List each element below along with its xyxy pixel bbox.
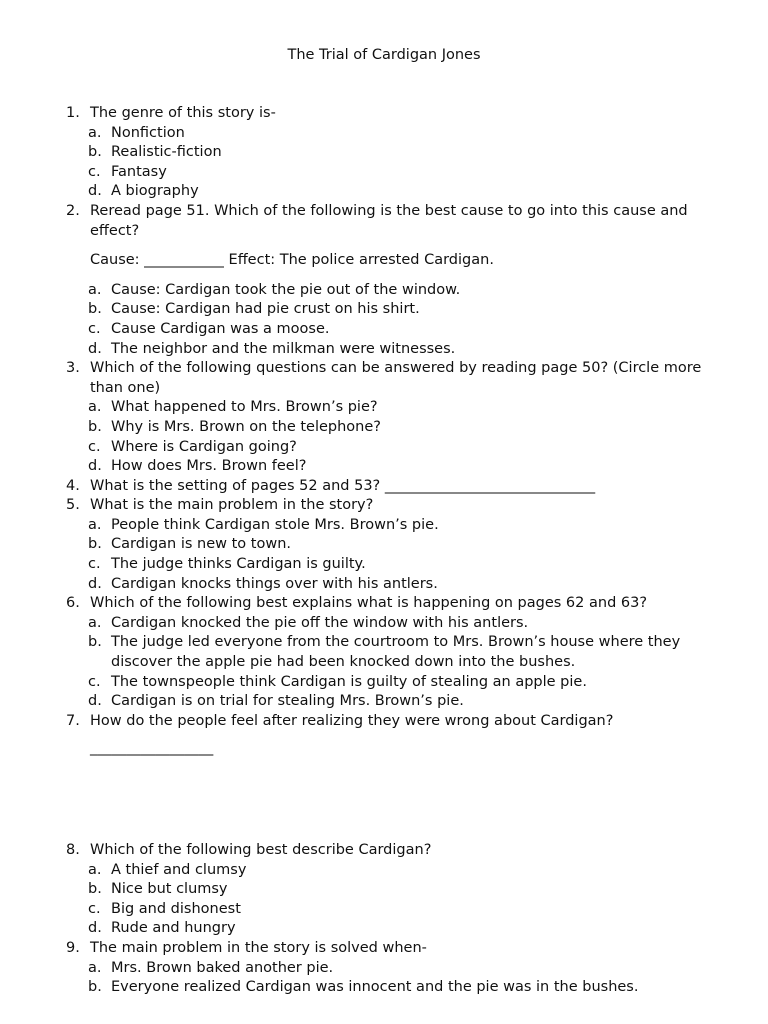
option-letter: d. bbox=[88, 693, 102, 710]
options-1 bbox=[66, 124, 726, 202]
option-letter: b. bbox=[88, 536, 102, 553]
option-letter: b. bbox=[88, 144, 102, 161]
option-text: Cause: Cardigan had pie crust on his shirt. bbox=[111, 301, 420, 318]
answer-option bbox=[66, 614, 726, 634]
option-letter: b. bbox=[88, 301, 102, 318]
answer-option bbox=[66, 919, 726, 939]
answer-space bbox=[66, 759, 726, 841]
answer-option bbox=[66, 457, 726, 477]
option-letter: a. bbox=[88, 399, 102, 416]
cause-effect-line: Cause: ___________ Effect: The police arrested Cardigan. bbox=[90, 252, 494, 269]
option-text: People think Cardigan stole Mrs. Brown’s pie. bbox=[111, 516, 439, 533]
option-text: How does Mrs. Brown feel? bbox=[111, 458, 307, 475]
question-text: Which of the following questions can be answered by reading page 50? (Circle more than one) bbox=[90, 360, 702, 396]
option-letter: a. bbox=[88, 516, 102, 533]
answer-option bbox=[66, 182, 726, 202]
question-text: Reread page 51. Which of the following is the best cause to go into this cause and effect? bbox=[90, 202, 688, 239]
question-text: How do the people feel after realizing they were wrong about Cardigan? bbox=[90, 712, 614, 729]
option-letter: b. bbox=[88, 418, 102, 435]
option-letter: d. bbox=[88, 575, 102, 592]
option-letter: d. bbox=[88, 183, 102, 200]
options-2 bbox=[66, 281, 726, 359]
option-text: Cardigan knocks things over with his antlers. bbox=[111, 575, 438, 592]
option-text: The judge led everyone from the courtroom to Mrs. Brown’s house where they discover the apple pie had been knocked down into the bushes. bbox=[111, 634, 681, 671]
option-text: Cardigan is new to town. bbox=[111, 536, 291, 553]
option-letter: c. bbox=[88, 163, 101, 180]
option-letter: a. bbox=[88, 281, 102, 298]
option-text: Nonfiction bbox=[111, 124, 185, 141]
question-2 bbox=[66, 202, 726, 241]
option-letter: c. bbox=[88, 673, 101, 690]
answer-blank-line[interactable]: _________________ bbox=[90, 740, 214, 757]
answer-option bbox=[66, 575, 726, 595]
page-title: The Trial of Cardigan Jones bbox=[287, 47, 481, 63]
question-text: The genre of this story is- bbox=[90, 105, 276, 121]
answer-option bbox=[66, 516, 726, 536]
option-letter: c. bbox=[88, 320, 101, 337]
option-text: The neighbor and the milkman were witnesses. bbox=[111, 340, 456, 357]
question-9 bbox=[66, 939, 726, 959]
option-letter: b. bbox=[88, 881, 102, 898]
options-5 bbox=[66, 516, 726, 594]
answer-option bbox=[66, 143, 726, 163]
option-letter: d. bbox=[88, 458, 102, 475]
question-list bbox=[66, 104, 726, 998]
question-3 bbox=[66, 359, 726, 398]
options-8 bbox=[66, 861, 726, 939]
question-number: 2. bbox=[66, 202, 80, 219]
answer-option bbox=[66, 555, 726, 575]
option-text: What happened to Mrs. Brown’s pie? bbox=[111, 399, 378, 416]
answer-option bbox=[66, 861, 726, 881]
answer-option bbox=[66, 673, 726, 693]
question-6 bbox=[66, 594, 726, 614]
option-text: Fantasy bbox=[111, 163, 167, 180]
option-text: Cause: Cardigan took the pie out of the window. bbox=[111, 281, 461, 298]
option-text: Everyone realized Cardigan was innocent and the pie was in the bushes. bbox=[111, 979, 639, 996]
options-3 bbox=[66, 398, 726, 476]
answer-option bbox=[66, 281, 726, 301]
question-number: 6. bbox=[66, 595, 80, 612]
answer-option bbox=[66, 692, 726, 712]
answer-option bbox=[66, 900, 726, 920]
question-number: 5. bbox=[66, 497, 80, 514]
question-text: The main problem in the story is solved when- bbox=[90, 939, 427, 956]
question-7 bbox=[66, 712, 726, 732]
question-number: 9. bbox=[66, 939, 80, 956]
option-text: Cardigan knocked the pie off the window with his antlers. bbox=[111, 614, 529, 631]
option-letter: d. bbox=[88, 340, 102, 357]
question-8 bbox=[66, 841, 726, 861]
question-text: Which of the following best explains what is happening on pages 62 and 63? bbox=[90, 595, 648, 612]
answer-option bbox=[66, 535, 726, 555]
option-text: Mrs. Brown baked another pie. bbox=[111, 959, 334, 976]
option-letter: b. bbox=[88, 634, 102, 651]
question-text: What is the setting of pages 52 and 53? _____________________________ bbox=[90, 477, 596, 494]
answer-option bbox=[66, 340, 726, 360]
answer-option bbox=[66, 880, 726, 900]
answer-option bbox=[66, 163, 726, 183]
option-text: Cardigan is on trial for stealing Mrs. Brown’s pie. bbox=[111, 693, 464, 710]
option-text: Nice but clumsy bbox=[111, 881, 228, 898]
question-number: 7. bbox=[66, 712, 80, 729]
option-text: The judge thinks Cardigan is guilty. bbox=[111, 556, 366, 573]
option-text: Why is Mrs. Brown on the telephone? bbox=[111, 418, 381, 435]
answer-option bbox=[66, 438, 726, 458]
answer-option bbox=[66, 320, 726, 340]
option-letter: c. bbox=[88, 900, 101, 917]
option-letter: a. bbox=[88, 124, 102, 141]
question-number: 3. bbox=[66, 360, 80, 377]
option-letter: b. bbox=[88, 979, 102, 996]
question-number: 4. bbox=[66, 477, 80, 494]
options-9 bbox=[66, 959, 726, 998]
option-text: Rude and hungry bbox=[111, 920, 236, 937]
option-letter: c. bbox=[88, 438, 101, 455]
question-number: 1. bbox=[66, 105, 80, 121]
question-text: Which of the following best describe Cardigan? bbox=[90, 842, 432, 858]
option-text: Big and dishonest bbox=[111, 900, 241, 917]
answer-option bbox=[66, 418, 726, 438]
answer-option bbox=[66, 300, 726, 320]
question-5 bbox=[66, 496, 726, 516]
answer-option bbox=[66, 124, 726, 144]
question-1 bbox=[66, 104, 726, 124]
option-text: A biography bbox=[111, 183, 199, 200]
option-letter: a. bbox=[88, 614, 102, 631]
options-6 bbox=[66, 614, 726, 712]
question-4 bbox=[66, 477, 726, 497]
option-text: The townspeople think Cardigan is guilty of stealing an apple pie. bbox=[111, 673, 587, 690]
option-text: Realistic-fiction bbox=[111, 144, 222, 161]
option-letter: c. bbox=[88, 556, 101, 573]
question-text: What is the main problem in the story? bbox=[90, 497, 374, 514]
option-letter: a. bbox=[88, 861, 102, 878]
answer-option bbox=[66, 978, 726, 998]
option-letter: a. bbox=[88, 959, 102, 976]
option-text: A thief and clumsy bbox=[111, 861, 247, 878]
option-letter: d. bbox=[88, 920, 102, 937]
option-text: Where is Cardigan going? bbox=[111, 438, 297, 455]
question-number: 8. bbox=[66, 842, 80, 858]
answer-option bbox=[66, 633, 726, 672]
option-text: Cause Cardigan was a moose. bbox=[111, 320, 330, 337]
answer-option bbox=[66, 398, 726, 418]
answer-option bbox=[66, 959, 726, 979]
